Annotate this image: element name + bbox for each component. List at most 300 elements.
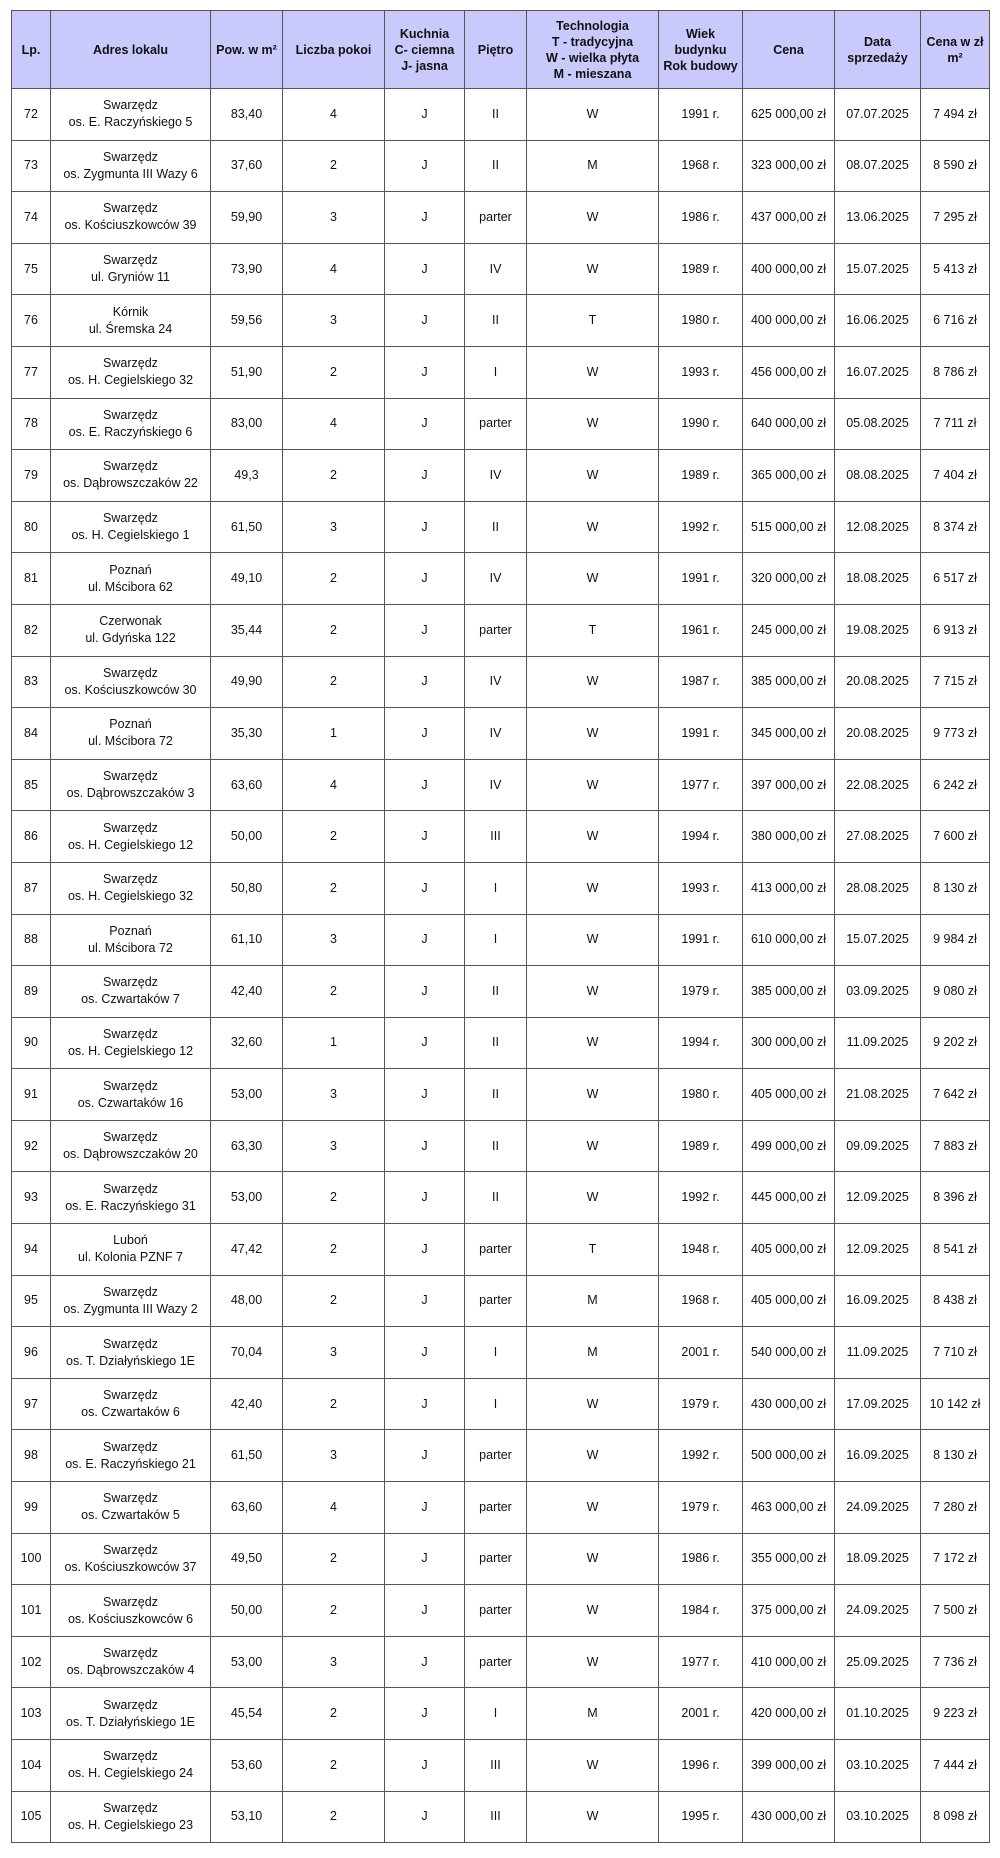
cell-lp: 92 xyxy=(12,1120,51,1172)
cell-lp: 75 xyxy=(12,243,51,295)
cell-floor: II xyxy=(465,1120,527,1172)
cell-rooms: 2 xyxy=(283,1275,385,1327)
cell-kitchen: J xyxy=(385,295,465,347)
cell-technology: W xyxy=(527,398,659,450)
table-row xyxy=(12,1636,990,1688)
cell-address: Swarzędz os. E. Raczyńskiego 5 xyxy=(51,89,211,141)
cell-rooms: 2 xyxy=(283,553,385,605)
cell-technology: M xyxy=(527,140,659,192)
cell-floor: III xyxy=(465,1740,527,1792)
cell-sale-date: 08.08.2025 xyxy=(835,450,921,502)
cell-floor: IV xyxy=(465,656,527,708)
cell-price: 445 000,00 zł xyxy=(743,1172,835,1224)
cell-building-year: 1986 r. xyxy=(659,1533,743,1585)
cell-price-per-m2: 6 517 zł xyxy=(921,553,990,605)
cell-lp: 99 xyxy=(12,1482,51,1534)
cell-building-year: 1992 r. xyxy=(659,501,743,553)
table-row xyxy=(12,1585,990,1637)
cell-sale-date: 18.08.2025 xyxy=(835,553,921,605)
cell-area: 47,42 xyxy=(211,1224,283,1276)
cell-sale-date: 07.07.2025 xyxy=(835,89,921,141)
cell-building-year: 1989 r. xyxy=(659,450,743,502)
cell-area: 49,3 xyxy=(211,450,283,502)
cell-building-year: 1986 r. xyxy=(659,192,743,244)
cell-lp: 74 xyxy=(12,192,51,244)
cell-price: 640 000,00 zł xyxy=(743,398,835,450)
cell-price-per-m2: 6 242 zł xyxy=(921,759,990,811)
cell-sale-date: 13.06.2025 xyxy=(835,192,921,244)
cell-price: 420 000,00 zł xyxy=(743,1688,835,1740)
cell-price: 400 000,00 zł xyxy=(743,295,835,347)
table-row xyxy=(12,1791,990,1843)
cell-building-year: 1994 r. xyxy=(659,811,743,863)
cell-technology: W xyxy=(527,1120,659,1172)
cell-area: 51,90 xyxy=(211,346,283,398)
cell-floor: parter xyxy=(465,1585,527,1637)
cell-rooms: 2 xyxy=(283,140,385,192)
cell-technology: W xyxy=(527,243,659,295)
cell-price-per-m2: 7 883 zł xyxy=(921,1120,990,1172)
cell-area: 53,60 xyxy=(211,1740,283,1792)
cell-sale-date: 09.09.2025 xyxy=(835,1120,921,1172)
cell-sale-date: 24.09.2025 xyxy=(835,1482,921,1534)
cell-lp: 87 xyxy=(12,862,51,914)
cell-address: Swarzędz os. H. Cegielskiego 32 xyxy=(51,862,211,914)
cell-floor: II xyxy=(465,140,527,192)
cell-floor: parter xyxy=(465,1636,527,1688)
cell-lp: 81 xyxy=(12,553,51,605)
table-row xyxy=(12,450,990,502)
cell-lp: 97 xyxy=(12,1378,51,1430)
cell-technology: W xyxy=(527,1585,659,1637)
cell-lp: 94 xyxy=(12,1224,51,1276)
cell-kitchen: J xyxy=(385,1017,465,1069)
cell-kitchen: J xyxy=(385,1585,465,1637)
cell-building-year: 1984 r. xyxy=(659,1585,743,1637)
cell-technology: W xyxy=(527,862,659,914)
cell-technology: W xyxy=(527,1378,659,1430)
cell-area: 53,10 xyxy=(211,1791,283,1843)
cell-area: 63,60 xyxy=(211,1482,283,1534)
cell-address: Swarzędz os. Czwartaków 5 xyxy=(51,1482,211,1534)
cell-price-per-m2: 9 223 zł xyxy=(921,1688,990,1740)
cell-sale-date: 05.08.2025 xyxy=(835,398,921,450)
col-kitchen-header: Kuchnia C- ciemna J- jasna xyxy=(385,11,465,89)
cell-floor: parter xyxy=(465,1275,527,1327)
cell-price-per-m2: 8 541 zł xyxy=(921,1224,990,1276)
cell-floor: II xyxy=(465,966,527,1018)
cell-rooms: 2 xyxy=(283,1172,385,1224)
cell-technology: T xyxy=(527,604,659,656)
cell-building-year: 1977 r. xyxy=(659,1636,743,1688)
cell-technology: M xyxy=(527,1275,659,1327)
cell-lp: 84 xyxy=(12,708,51,760)
cell-address: Swarzędz os. T. Działyńskiego 1E xyxy=(51,1327,211,1379)
cell-price-per-m2: 8 374 zł xyxy=(921,501,990,553)
cell-lp: 85 xyxy=(12,759,51,811)
cell-building-year: 1993 r. xyxy=(659,862,743,914)
cell-kitchen: J xyxy=(385,501,465,553)
cell-price: 499 000,00 zł xyxy=(743,1120,835,1172)
table-row xyxy=(12,1172,990,1224)
cell-address: Swarzędz os. Czwartaków 6 xyxy=(51,1378,211,1430)
cell-building-year: 1993 r. xyxy=(659,346,743,398)
cell-floor: parter xyxy=(465,604,527,656)
cell-sale-date: 03.09.2025 xyxy=(835,966,921,1018)
cell-address: Swarzędz os. Kościuszkowców 30 xyxy=(51,656,211,708)
cell-price-per-m2: 7 642 zł xyxy=(921,1069,990,1121)
col-price-per-m2-header: Cena w zł m² xyxy=(921,11,990,89)
cell-lp: 77 xyxy=(12,346,51,398)
cell-area: 59,90 xyxy=(211,192,283,244)
cell-sale-date: 19.08.2025 xyxy=(835,604,921,656)
cell-floor: II xyxy=(465,1069,527,1121)
table-row xyxy=(12,1482,990,1534)
cell-floor: III xyxy=(465,811,527,863)
cell-sale-date: 16.09.2025 xyxy=(835,1275,921,1327)
cell-floor: IV xyxy=(465,450,527,502)
cell-price: 610 000,00 zł xyxy=(743,914,835,966)
cell-price-per-m2: 7 172 zł xyxy=(921,1533,990,1585)
cell-kitchen: J xyxy=(385,1327,465,1379)
cell-price: 385 000,00 zł xyxy=(743,966,835,1018)
sales-table xyxy=(11,10,990,1843)
cell-lp: 105 xyxy=(12,1791,51,1843)
cell-price-per-m2: 8 590 zł xyxy=(921,140,990,192)
cell-kitchen: J xyxy=(385,1069,465,1121)
cell-address: Swarzędz os. Czwartaków 16 xyxy=(51,1069,211,1121)
cell-price: 405 000,00 zł xyxy=(743,1069,835,1121)
cell-address: Swarzędz os. E. Raczyńskiego 6 xyxy=(51,398,211,450)
cell-kitchen: J xyxy=(385,759,465,811)
cell-price: 625 000,00 zł xyxy=(743,89,835,141)
cell-kitchen: J xyxy=(385,604,465,656)
cell-building-year: 1990 r. xyxy=(659,398,743,450)
cell-floor: IV xyxy=(465,243,527,295)
cell-sale-date: 12.09.2025 xyxy=(835,1172,921,1224)
cell-price: 323 000,00 zł xyxy=(743,140,835,192)
cell-kitchen: J xyxy=(385,1740,465,1792)
cell-floor: I xyxy=(465,914,527,966)
cell-floor: parter xyxy=(465,1482,527,1534)
cell-price-per-m2: 7 295 zł xyxy=(921,192,990,244)
cell-building-year: 1980 r. xyxy=(659,295,743,347)
cell-rooms: 2 xyxy=(283,346,385,398)
cell-area: 49,90 xyxy=(211,656,283,708)
cell-sale-date: 15.07.2025 xyxy=(835,243,921,295)
cell-sale-date: 12.09.2025 xyxy=(835,1224,921,1276)
col-price-header: Cena xyxy=(743,11,835,89)
cell-building-year: 1991 r. xyxy=(659,914,743,966)
cell-rooms: 3 xyxy=(283,914,385,966)
cell-lp: 78 xyxy=(12,398,51,450)
cell-lp: 100 xyxy=(12,1533,51,1585)
cell-area: 53,00 xyxy=(211,1069,283,1121)
cell-building-year: 1977 r. xyxy=(659,759,743,811)
cell-kitchen: J xyxy=(385,914,465,966)
table-row xyxy=(12,811,990,863)
cell-area: 45,54 xyxy=(211,1688,283,1740)
cell-address: Swarzędz ul. Gryniów 11 xyxy=(51,243,211,295)
cell-floor: II xyxy=(465,1017,527,1069)
cell-floor: I xyxy=(465,1327,527,1379)
cell-lp: 72 xyxy=(12,89,51,141)
cell-technology: W xyxy=(527,1430,659,1482)
cell-sale-date: 27.08.2025 xyxy=(835,811,921,863)
table-row xyxy=(12,553,990,605)
cell-area: 53,00 xyxy=(211,1172,283,1224)
cell-address: Swarzędz os. T. Działyńskiego 1E xyxy=(51,1688,211,1740)
cell-address: Swarzędz os. E. Raczyńskiego 31 xyxy=(51,1172,211,1224)
table-row xyxy=(12,89,990,141)
cell-area: 61,50 xyxy=(211,1430,283,1482)
cell-kitchen: J xyxy=(385,89,465,141)
cell-area: 59,56 xyxy=(211,295,283,347)
cell-price-per-m2: 7 494 zł xyxy=(921,89,990,141)
cell-kitchen: J xyxy=(385,1430,465,1482)
cell-sale-date: 03.10.2025 xyxy=(835,1791,921,1843)
cell-technology: W xyxy=(527,708,659,760)
cell-floor: IV xyxy=(465,759,527,811)
cell-address: Swarzędz os. Czwartaków 7 xyxy=(51,966,211,1018)
table-row xyxy=(12,1120,990,1172)
cell-floor: I xyxy=(465,1378,527,1430)
cell-sale-date: 16.06.2025 xyxy=(835,295,921,347)
cell-rooms: 2 xyxy=(283,862,385,914)
cell-sale-date: 21.08.2025 xyxy=(835,1069,921,1121)
cell-rooms: 3 xyxy=(283,1069,385,1121)
table-row xyxy=(12,346,990,398)
cell-price: 437 000,00 zł xyxy=(743,192,835,244)
cell-area: 63,60 xyxy=(211,759,283,811)
cell-floor: I xyxy=(465,862,527,914)
cell-address: Swarzędz os. Dąbrowszczaków 3 xyxy=(51,759,211,811)
cell-price: 456 000,00 zł xyxy=(743,346,835,398)
cell-area: 83,40 xyxy=(211,89,283,141)
cell-price: 500 000,00 zł xyxy=(743,1430,835,1482)
cell-technology: W xyxy=(527,759,659,811)
cell-lp: 88 xyxy=(12,914,51,966)
cell-kitchen: J xyxy=(385,1482,465,1534)
table-row xyxy=(12,708,990,760)
cell-building-year: 1961 r. xyxy=(659,604,743,656)
cell-price-per-m2: 7 736 zł xyxy=(921,1636,990,1688)
cell-sale-date: 01.10.2025 xyxy=(835,1688,921,1740)
table-row xyxy=(12,1327,990,1379)
cell-address: Kórnik ul. Śremska 24 xyxy=(51,295,211,347)
cell-price-per-m2: 8 098 zł xyxy=(921,1791,990,1843)
cell-building-year: 1992 r. xyxy=(659,1430,743,1482)
cell-technology: W xyxy=(527,1533,659,1585)
cell-floor: parter xyxy=(465,1224,527,1276)
cell-building-year: 1989 r. xyxy=(659,243,743,295)
cell-address: Swarzędz os. Kościuszkowców 37 xyxy=(51,1533,211,1585)
cell-sale-date: 12.08.2025 xyxy=(835,501,921,553)
table-row xyxy=(12,759,990,811)
cell-kitchen: J xyxy=(385,140,465,192)
cell-floor: IV xyxy=(465,708,527,760)
cell-area: 35,30 xyxy=(211,708,283,760)
cell-address: Swarzędz os. Dąbrowszczaków 4 xyxy=(51,1636,211,1688)
cell-floor: parter xyxy=(465,398,527,450)
cell-floor: I xyxy=(465,346,527,398)
cell-technology: W xyxy=(527,89,659,141)
cell-kitchen: J xyxy=(385,1172,465,1224)
cell-area: 48,00 xyxy=(211,1275,283,1327)
cell-lp: 96 xyxy=(12,1327,51,1379)
cell-lp: 95 xyxy=(12,1275,51,1327)
table-row xyxy=(12,656,990,708)
cell-lp: 101 xyxy=(12,1585,51,1637)
cell-building-year: 1995 r. xyxy=(659,1791,743,1843)
cell-building-year: 1991 r. xyxy=(659,553,743,605)
table-row xyxy=(12,398,990,450)
cell-technology: T xyxy=(527,295,659,347)
cell-price: 399 000,00 zł xyxy=(743,1740,835,1792)
cell-kitchen: J xyxy=(385,708,465,760)
cell-building-year: 2001 r. xyxy=(659,1327,743,1379)
cell-area: 70,04 xyxy=(211,1327,283,1379)
col-sale-date-header: Data sprzedaży xyxy=(835,11,921,89)
cell-price: 300 000,00 zł xyxy=(743,1017,835,1069)
cell-floor: I xyxy=(465,1688,527,1740)
cell-price: 540 000,00 zł xyxy=(743,1327,835,1379)
cell-lp: 91 xyxy=(12,1069,51,1121)
cell-price-per-m2: 8 130 zł xyxy=(921,862,990,914)
cell-rooms: 1 xyxy=(283,708,385,760)
table-row xyxy=(12,1224,990,1276)
cell-sale-date: 03.10.2025 xyxy=(835,1740,921,1792)
cell-building-year: 1979 r. xyxy=(659,966,743,1018)
cell-area: 61,50 xyxy=(211,501,283,553)
col-building-year-header: Wiek budynku Rok budowy xyxy=(659,11,743,89)
cell-address: Swarzędz os. Zygmunta III Wazy 2 xyxy=(51,1275,211,1327)
cell-rooms: 2 xyxy=(283,656,385,708)
cell-price: 410 000,00 zł xyxy=(743,1636,835,1688)
cell-technology: M xyxy=(527,1688,659,1740)
cell-kitchen: J xyxy=(385,450,465,502)
cell-building-year: 2001 r. xyxy=(659,1688,743,1740)
cell-sale-date: 11.09.2025 xyxy=(835,1327,921,1379)
cell-rooms: 2 xyxy=(283,811,385,863)
table-row xyxy=(12,140,990,192)
cell-price-per-m2: 9 984 zł xyxy=(921,914,990,966)
cell-lp: 73 xyxy=(12,140,51,192)
cell-rooms: 3 xyxy=(283,192,385,244)
cell-price-per-m2: 7 711 zł xyxy=(921,398,990,450)
cell-kitchen: J xyxy=(385,1224,465,1276)
col-lp-header: Lp. xyxy=(12,11,51,89)
cell-area: 50,00 xyxy=(211,811,283,863)
table-row xyxy=(12,1688,990,1740)
cell-sale-date: 24.09.2025 xyxy=(835,1585,921,1637)
table-row xyxy=(12,1740,990,1792)
cell-area: 50,00 xyxy=(211,1585,283,1637)
cell-technology: W xyxy=(527,1482,659,1534)
cell-address: Swarzędz os. Zygmunta III Wazy 6 xyxy=(51,140,211,192)
cell-technology: T xyxy=(527,1224,659,1276)
cell-address: Swarzędz os. Kościuszkowców 39 xyxy=(51,192,211,244)
cell-price: 380 000,00 zł xyxy=(743,811,835,863)
cell-rooms: 3 xyxy=(283,1636,385,1688)
cell-address: Luboń ul. Kolonia PZNF 7 xyxy=(51,1224,211,1276)
cell-sale-date: 11.09.2025 xyxy=(835,1017,921,1069)
cell-floor: II xyxy=(465,295,527,347)
table-row xyxy=(12,604,990,656)
cell-sale-date: 28.08.2025 xyxy=(835,862,921,914)
cell-lp: 104 xyxy=(12,1740,51,1792)
cell-address: Swarzędz os. H. Cegielskiego 1 xyxy=(51,501,211,553)
cell-area: 61,10 xyxy=(211,914,283,966)
cell-kitchen: J xyxy=(385,346,465,398)
cell-price-per-m2: 8 438 zł xyxy=(921,1275,990,1327)
cell-address: Czerwonak ul. Gdyńska 122 xyxy=(51,604,211,656)
table-row xyxy=(12,1430,990,1482)
cell-area: 49,10 xyxy=(211,553,283,605)
cell-price-per-m2: 8 786 zł xyxy=(921,346,990,398)
col-area-header: Pow. w m² xyxy=(211,11,283,89)
cell-rooms: 2 xyxy=(283,450,385,502)
table-row xyxy=(12,914,990,966)
cell-rooms: 2 xyxy=(283,1688,385,1740)
cell-building-year: 1987 r. xyxy=(659,656,743,708)
cell-rooms: 4 xyxy=(283,398,385,450)
cell-price: 405 000,00 zł xyxy=(743,1275,835,1327)
cell-rooms: 2 xyxy=(283,1585,385,1637)
cell-price-per-m2: 6 716 zł xyxy=(921,295,990,347)
table-row xyxy=(12,966,990,1018)
cell-building-year: 1996 r. xyxy=(659,1740,743,1792)
cell-address: Swarzędz os. Dąbrowszczaków 20 xyxy=(51,1120,211,1172)
cell-technology: W xyxy=(527,966,659,1018)
cell-sale-date: 20.08.2025 xyxy=(835,708,921,760)
cell-sale-date: 18.09.2025 xyxy=(835,1533,921,1585)
cell-rooms: 3 xyxy=(283,295,385,347)
cell-address: Swarzędz os. H. Cegielskiego 24 xyxy=(51,1740,211,1792)
cell-price-per-m2: 9 080 zł xyxy=(921,966,990,1018)
cell-kitchen: J xyxy=(385,553,465,605)
cell-price-per-m2: 7 600 zł xyxy=(921,811,990,863)
cell-price-per-m2: 10 142 zł xyxy=(921,1378,990,1430)
table-row xyxy=(12,192,990,244)
cell-floor: IV xyxy=(465,553,527,605)
cell-address: Swarzędz os. E. Raczyńskiego 21 xyxy=(51,1430,211,1482)
cell-address: Swarzędz os. H. Cegielskiego 12 xyxy=(51,1017,211,1069)
cell-kitchen: J xyxy=(385,1533,465,1585)
cell-area: 73,90 xyxy=(211,243,283,295)
cell-price: 375 000,00 zł xyxy=(743,1585,835,1637)
table-row xyxy=(12,1275,990,1327)
cell-rooms: 2 xyxy=(283,1224,385,1276)
cell-lp: 80 xyxy=(12,501,51,553)
table-row xyxy=(12,243,990,295)
cell-price: 355 000,00 zł xyxy=(743,1533,835,1585)
cell-price: 515 000,00 zł xyxy=(743,501,835,553)
cell-sale-date: 25.09.2025 xyxy=(835,1636,921,1688)
cell-price: 430 000,00 zł xyxy=(743,1378,835,1430)
cell-technology: W xyxy=(527,914,659,966)
table-row xyxy=(12,1378,990,1430)
cell-kitchen: J xyxy=(385,243,465,295)
cell-area: 53,00 xyxy=(211,1636,283,1688)
cell-area: 63,30 xyxy=(211,1120,283,1172)
cell-building-year: 1979 r. xyxy=(659,1482,743,1534)
cell-sale-date: 16.09.2025 xyxy=(835,1430,921,1482)
cell-rooms: 3 xyxy=(283,1430,385,1482)
cell-technology: W xyxy=(527,811,659,863)
col-floor-header: Piętro xyxy=(465,11,527,89)
cell-sale-date: 08.07.2025 xyxy=(835,140,921,192)
